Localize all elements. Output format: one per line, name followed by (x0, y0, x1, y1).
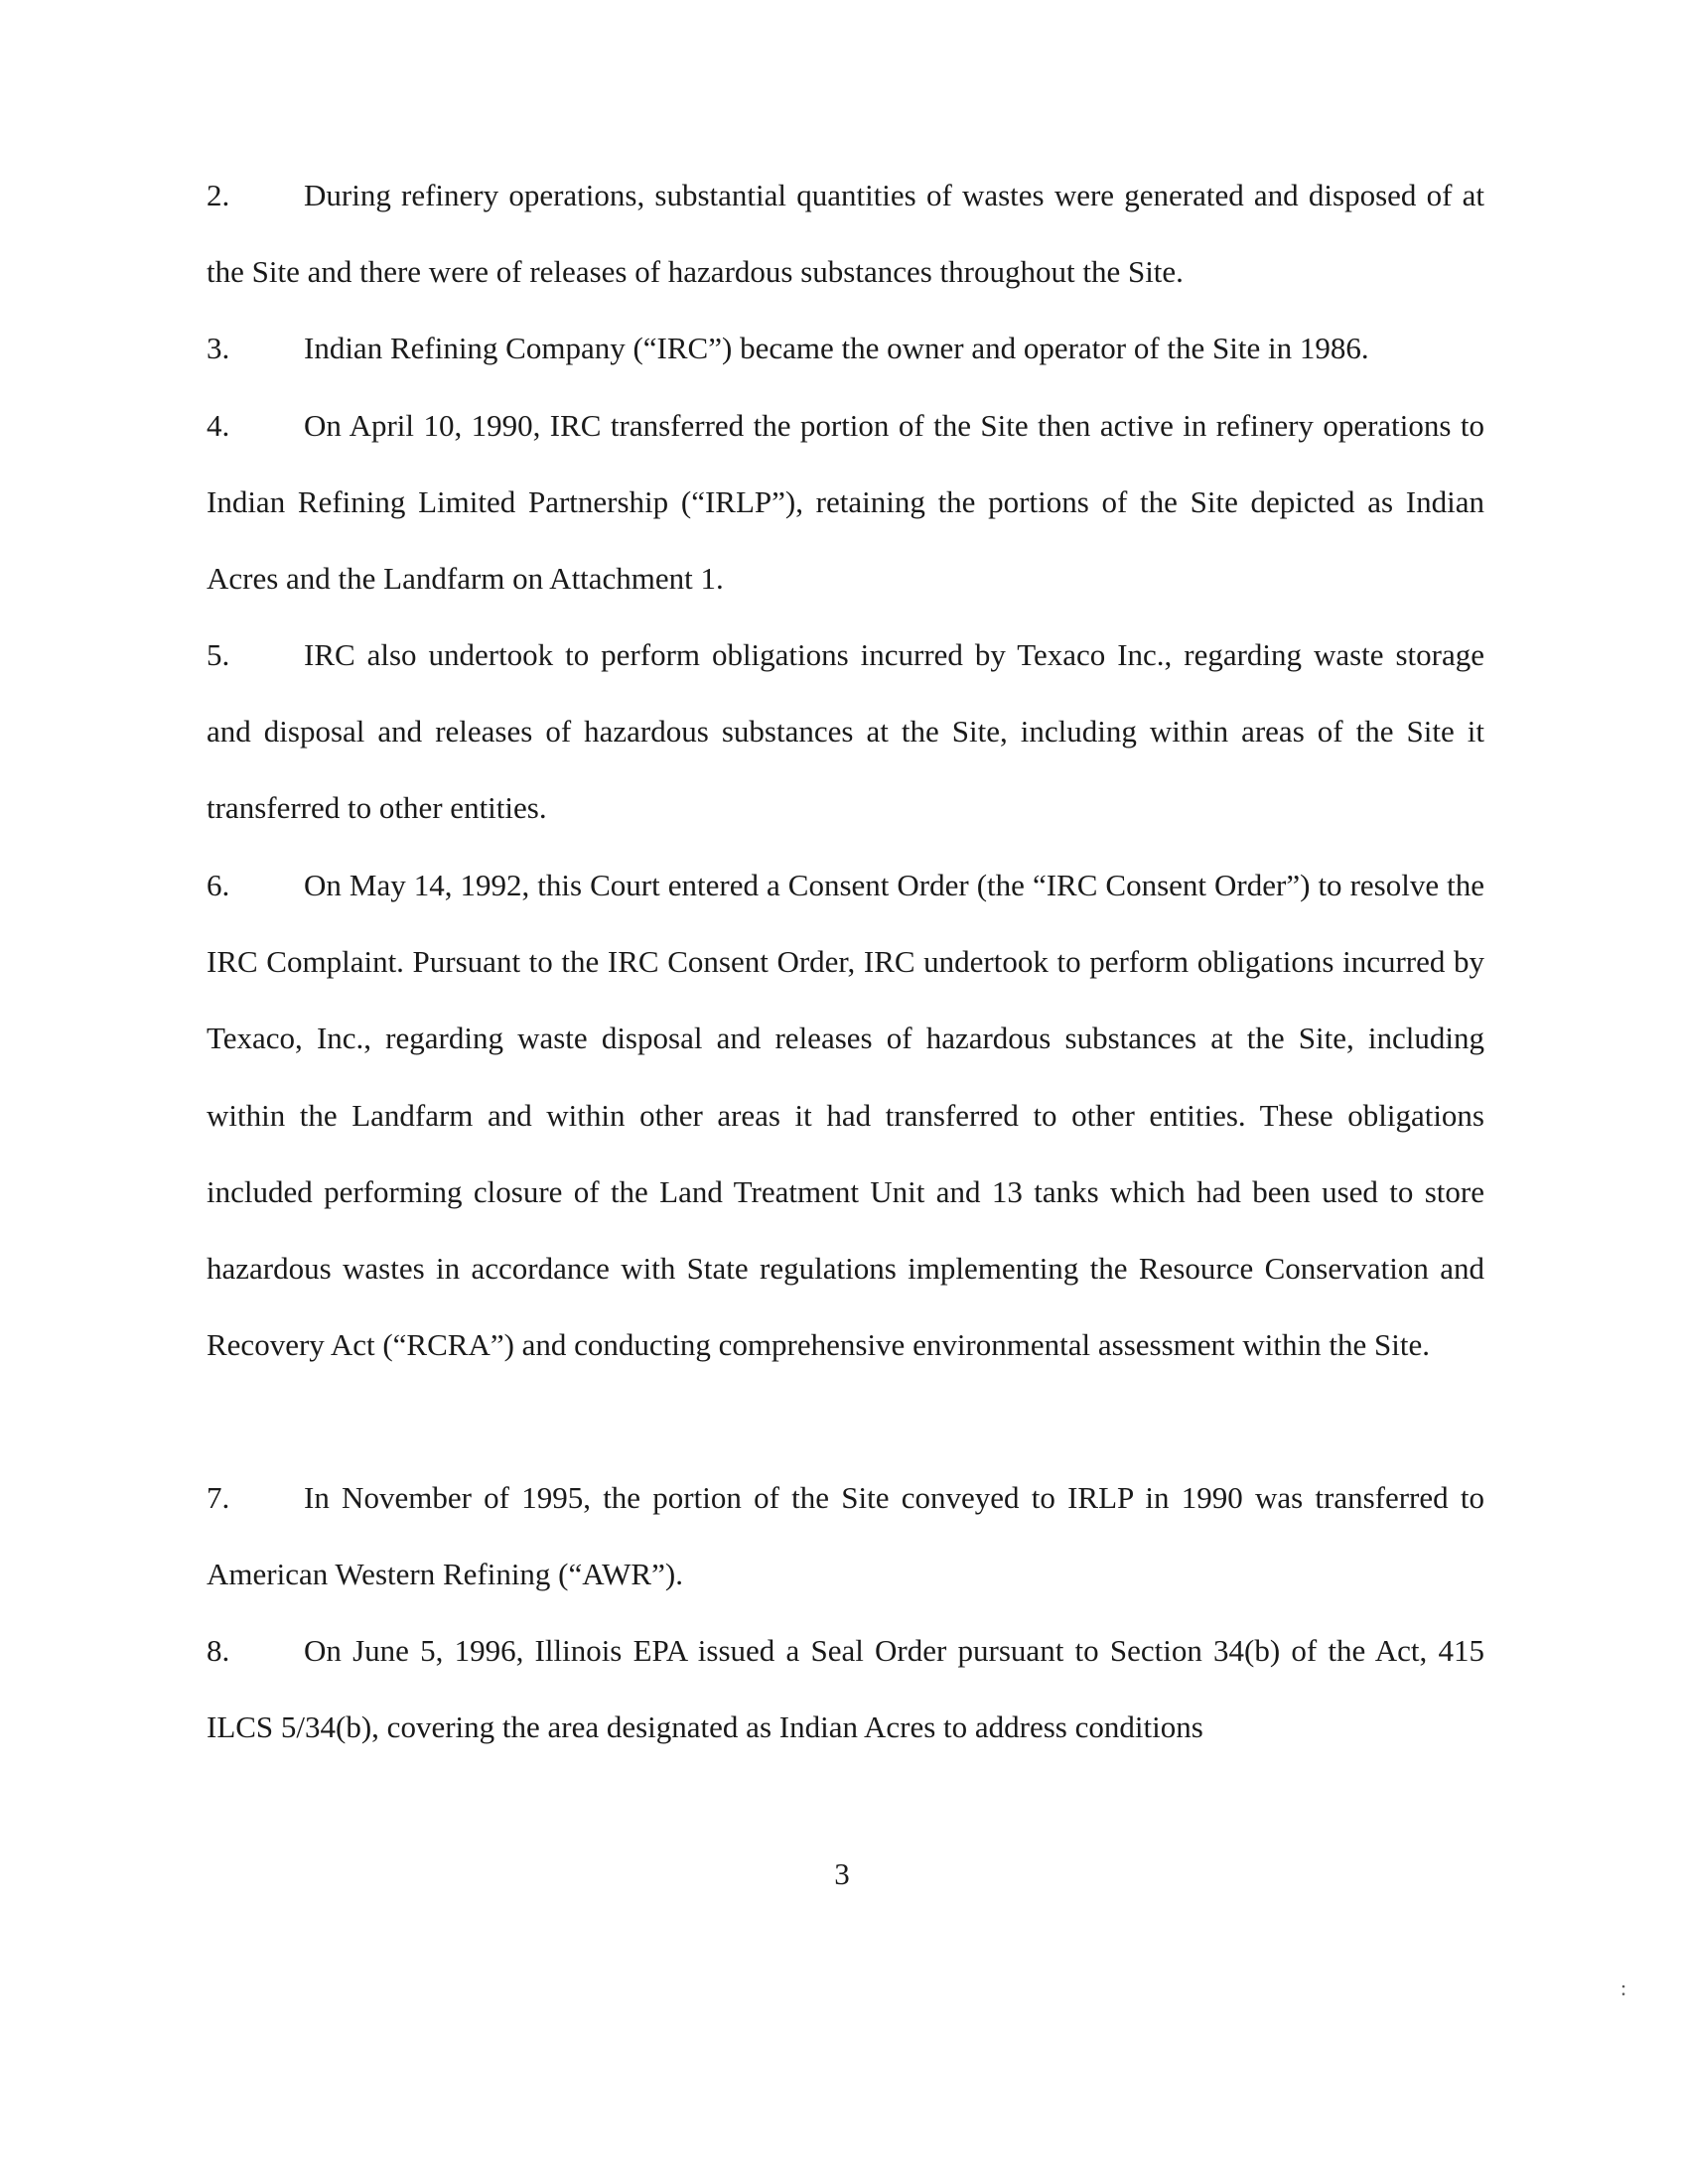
paragraph-number: 3. (207, 331, 230, 365)
page-number: 3 (834, 1856, 850, 1891)
paragraph-number: 7. (207, 1480, 230, 1515)
paragraph-2 (207, 157, 1484, 310)
paragraph-text: In November of 1995, the portion of the Site conveyed to IRLP in 1990 was transferred to American Western Refining (“AWR”). (207, 1480, 1484, 1592)
scan-mark: : (1620, 1976, 1627, 2000)
paragraph-4 (207, 387, 1484, 617)
paragraph-number: 4. (207, 408, 230, 443)
paragraph-number: 6. (207, 868, 230, 902)
paragraph-text: IRC also undertook to perform obligations incurred by Texaco Inc., regarding waste storage and disposal and releases of hazardous substances at the Site, including within areas of the Site it transferred to other entities. (207, 637, 1484, 826)
paragraph-7 (207, 1459, 1484, 1612)
paragraph-text: Indian Refining Company (“IRC”) became the owner and operator of the Site in 1986. (304, 331, 1369, 365)
paragraph-text: On May 14, 1992, this Court entered a Consent Order (the “IRC Consent Order”) to resolve the IRC Complaint. Pursuant to the IRC Consent Order, IRC undertook to perform obligations incurred by Texaco, Inc., regarding waste disposal and releases of hazardous substances at the Site, including within the Landfarm and within other areas it had transferred to other entities. These obligations included performing closure of the Land Treatment Unit and 13 tanks which had been used to store hazardous wastes in accordance with State regulations implementing the Resource Conservation and Recovery Act (“RCRA”) and conducting comprehensive environmental assessment within the Site. (207, 868, 1484, 1363)
paragraph-3 (207, 310, 1484, 386)
paragraph-8 (207, 1612, 1484, 1765)
paragraph-text: On June 5, 1996, Illinois EPA issued a Seal Order pursuant to Section 34(b) of the Act, 415 ILCS 5/34(b), covering the area designated as Indian Acres to address conditions (207, 1633, 1484, 1745)
paragraph-6 (207, 847, 1484, 1383)
paragraph-number: 2. (207, 178, 230, 212)
paragraph-number: 8. (207, 1633, 230, 1668)
paragraph-5 (207, 616, 1484, 847)
paragraph-number: 5. (207, 637, 230, 672)
paragraph-text: During refinery operations, substantial quantities of wastes were generated and disposed of at the Site and there were of releases of hazardous substances throughout the Site. (207, 178, 1484, 290)
paragraph-text: On April 10, 1990, IRC transferred the portion of the Site then active in refinery operations to Indian Refining Limited Partnership (“IRLP”), retaining the portions of the Site depicted as Indian Acres and the Landfarm on Attachment 1. (207, 408, 1484, 597)
